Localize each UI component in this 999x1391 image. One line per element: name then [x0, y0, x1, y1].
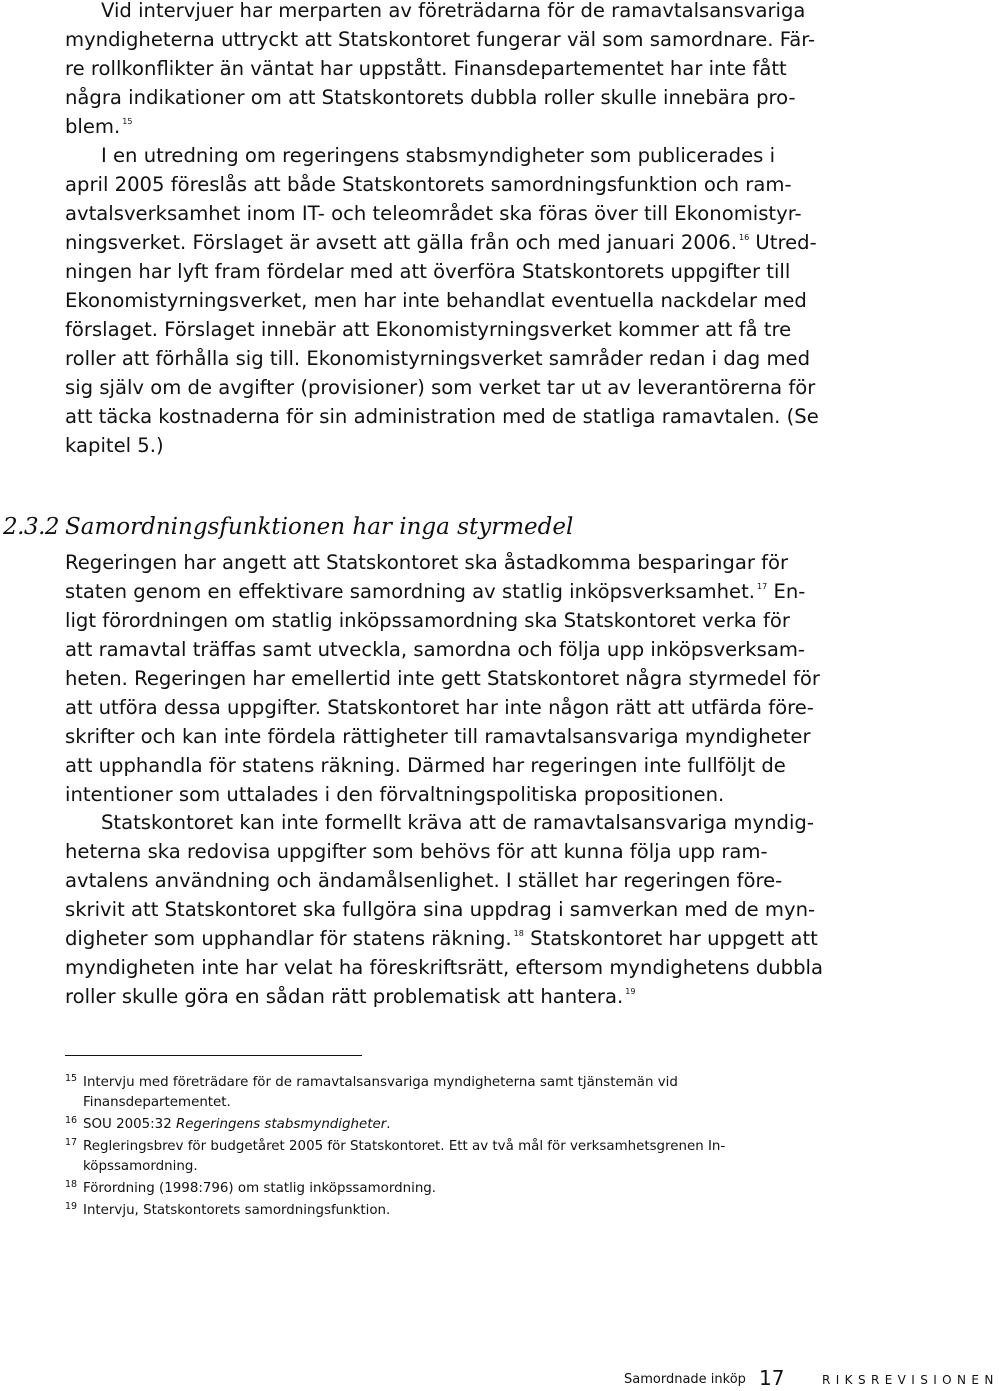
text-line: myndigheten inte har velat ha föreskriftsrätt, eftersom myndighetens dubbla — [65, 956, 824, 979]
text-line: heterna ska redovisa uppgifter som behövs för att kunna följa upp ram- — [65, 840, 768, 863]
text-line: staten genom en effektivare samordning av statlig inköpsverksamhet. $^{17}$ En- — [65, 580, 806, 603]
text-line: blem. $^{15}$ — [65, 115, 133, 138]
footnote-number: 15 — [65, 1073, 78, 1084]
text-line: digheter som upphandlar för statens räkning. $^{18}$ Statskontoret har uppgett att — [65, 927, 818, 950]
footnote-text: Intervju med företrädare för de ramavtalsansvariga myndigheterna samt tjänstemän vid — [83, 1075, 678, 1090]
text-line: ligt förordningen om statlig inköpssamordning ska Statskontoret verka för — [65, 609, 790, 632]
footnote-number: 19 — [65, 1201, 78, 1212]
text-line: I en utredning om regeringens stabsmyndigheter som publicerades i — [101, 144, 776, 167]
text-line: att utföra dessa uppgifter. Statskontoret har inte någon rätt att utfärda före- — [65, 696, 814, 719]
text-line: att upphandla för statens räkning. Därmed har regeringen inte fullföljt de — [65, 754, 786, 777]
footnote-ref[interactable]: 16 — [739, 233, 750, 242]
text-line: att ramavtal träffas samt utveckla, samordna och följa upp inköpsverksam- — [65, 638, 805, 661]
text-line: sig själv om de avgifter (provisioner) som verket tar ut av leverantörerna för — [65, 376, 816, 399]
footnote-ref[interactable]: 15 — [122, 117, 133, 126]
text-line: Vid intervjuer har merparten av företrädarna för de ramavtalsansvariga — [101, 0, 806, 22]
footnote-text: köpssamordning. — [83, 1159, 198, 1174]
text-line: Statskontoret kan inte formellt kräva att de ramavtalsansvariga myndig- — [101, 811, 814, 834]
text-line: avtalsverksamhet inom IT- och teleområdet ska föras över till Ekonomistyr- — [65, 202, 802, 225]
text-line: Regeringen har angett att Statskontoret ska åstadkomma besparingar för — [65, 551, 789, 574]
text-line: kapitel 5.) — [65, 434, 164, 457]
page-number: 17 — [759, 1366, 785, 1390]
text-line: roller att förhålla sig till. Ekonomistyrningsverket samråder redan i dag med — [65, 347, 811, 370]
text-line: ningen har lyft fram fördelar med att överföra Statskontorets uppgifter till — [65, 260, 791, 283]
text-line: intentioner som uttalades i den förvaltningspolitiska propositionen. — [65, 783, 725, 806]
text-line: att täcka kostnaderna för sin administration med de statliga ramavtalen. (Se — [65, 405, 819, 428]
text-line: april 2005 föreslås att både Statskontorets samordningsfunktion och ram- — [65, 173, 792, 196]
footnote-divider — [65, 1055, 362, 1056]
footnote-ref[interactable]: 17 — [757, 582, 768, 591]
footnote-number: 16 — [65, 1115, 78, 1126]
footnote-ref[interactable]: 18 — [513, 929, 524, 938]
text-line: ningsverket. Förslaget är avsett att gälla från och med januari 2006. $^{16}$ Utred- — [65, 231, 817, 254]
footnote-text: Finansdepartementet. — [83, 1095, 231, 1110]
section-number: 2.3.2 — [3, 514, 60, 540]
text-line: förslaget. Förslaget innebär att Ekonomistyrningsverket kommer att få tre — [65, 318, 792, 341]
text-line: re rollkonflikter än väntat har uppstått. Finansdepartementet har inte fått — [65, 57, 787, 80]
text-line: myndigheterna uttryckt att Statskontoret fungerar väl som samordnare. Fär- — [65, 28, 816, 51]
footnote-text: Regleringsbrev för budgetåret 2005 för Statskontoret. Ett av två mål för verksamhetsgrenen In- — [83, 1139, 726, 1154]
brand-logo: RIKSREVISIONEN — [822, 1373, 999, 1387]
footnote-number: 18 — [65, 1179, 78, 1190]
text-line: heten. Regeringen har emellertid inte gett Statskontoret några styrmedel för — [65, 667, 820, 690]
footer-title: Samordnade inköp — [624, 1372, 746, 1387]
text-line: skrifter och kan inte fördela rättigheter till ramavtalsansvariga myndigheter — [65, 725, 811, 748]
text-line: några indikationer om att Statskontorets dubbla roller skulle innebära pro- — [65, 86, 796, 109]
text-line: skrivit att Statskontoret ska fullgöra sina uppdrag i samverkan med de myn- — [65, 898, 816, 921]
footnote-ref[interactable]: 19 — [625, 987, 636, 996]
text-line: roller skulle göra en sådan rätt problematisk att hantera. $^{19}$ — [65, 985, 636, 1008]
section-title: Samordningsfunktionen har inga styrmedel — [65, 514, 574, 540]
footnote-text: Intervju, Statskontorets samordningsfunktion. — [83, 1203, 391, 1218]
text-line: avtalens användning och ändamålsenlighet. I stället har regeringen före- — [65, 869, 783, 892]
footnote-text: Förordning (1998:796) om statlig inköpssamordning. — [83, 1181, 437, 1196]
text-line: Ekonomistyrningsverket, men har inte behandlat eventuella nackdelar med — [65, 289, 807, 312]
footnote-text: SOU 2005:32 Regeringens stabsmyndigheter. — [83, 1117, 391, 1132]
footnote-number: 17 — [65, 1137, 78, 1148]
